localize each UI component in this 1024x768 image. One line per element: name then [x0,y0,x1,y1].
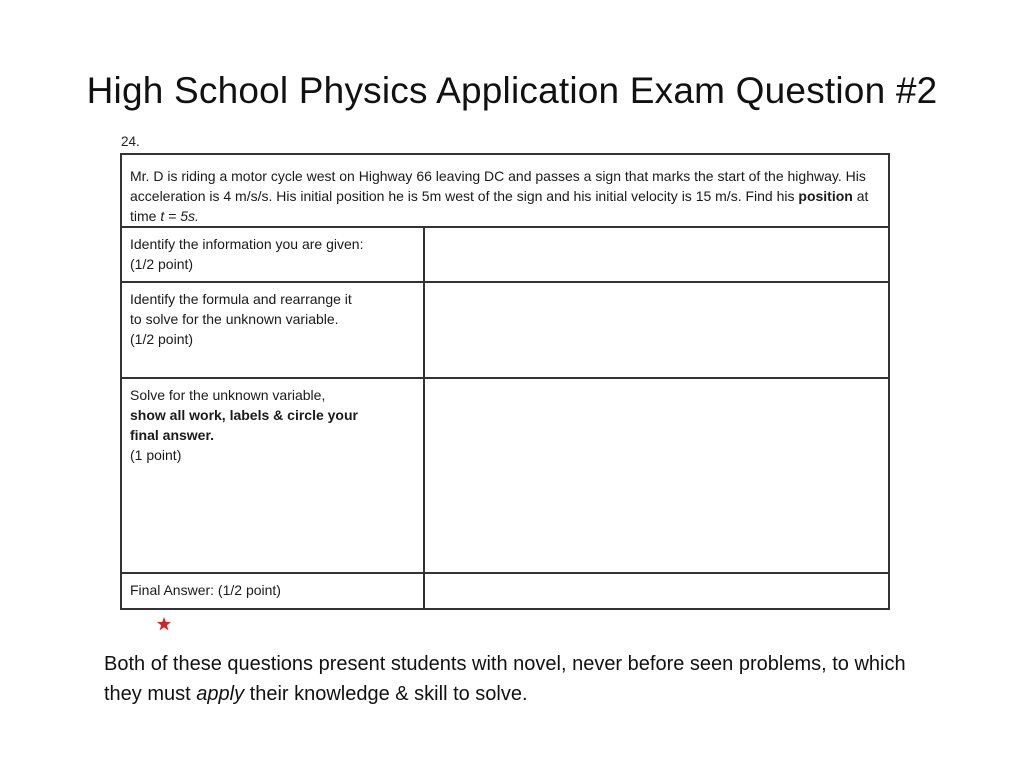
given-info-answer-cell[interactable] [424,227,889,282]
star-icon [156,616,172,632]
exam-question-table [120,153,890,610]
given-info-text: Identify the information you are given: [130,236,364,252]
solve-text: Solve for the unknown variable, [130,387,326,403]
caption-emphasis: apply [196,683,245,705]
question-number: 24. [121,134,140,149]
formula-points: (1/2 point) [130,331,194,347]
question-prompt [121,154,889,227]
caption-text-1: Both of these questions present students with novel, never before seen problems, to which they must [104,653,906,705]
given-info-points: (1/2 point) [130,256,194,272]
final-answer-cell[interactable] [424,573,889,609]
formula-label [121,282,424,378]
solve-row [121,378,889,573]
prompt-bold-term: position [798,188,853,204]
given-info-label [121,227,424,282]
caption-text-2: their knowledge & skill to solve. [244,683,528,705]
formula-answer-cell[interactable] [424,282,889,378]
solve-instruction-1: show all work, labels & circle your [130,407,358,423]
solve-answer-cell[interactable] [424,378,889,573]
slide-title: High School Physics Application Exam Question #2 [86,70,938,111]
prompt-time-value: t = 5s. [160,208,199,224]
solve-points: (1 point) [130,447,182,463]
solve-label [121,378,424,573]
prompt-mid-text: at time [130,188,869,224]
formula-row [121,282,889,378]
final-answer-label: Final Answer: (1/2 point) [121,573,424,609]
slide-caption [104,649,944,709]
final-answer-row [121,573,889,609]
formula-text-2: to solve for the unknown variable. [130,311,339,327]
solve-instruction-2: final answer. [130,427,215,443]
formula-text-1: Identify the formula and rearrange it [130,291,352,307]
question-prompt-row [121,154,889,227]
given-info-row [121,227,889,282]
prompt-text: Mr. D is riding a motor cycle west on Highway 66 leaving DC and passes a sign that marks the start of the highway. His acceleration is 4 m/s/s. His initial position he is 5m west of the sign and his initial velocity is 15 m/s. Find his [130,168,866,204]
